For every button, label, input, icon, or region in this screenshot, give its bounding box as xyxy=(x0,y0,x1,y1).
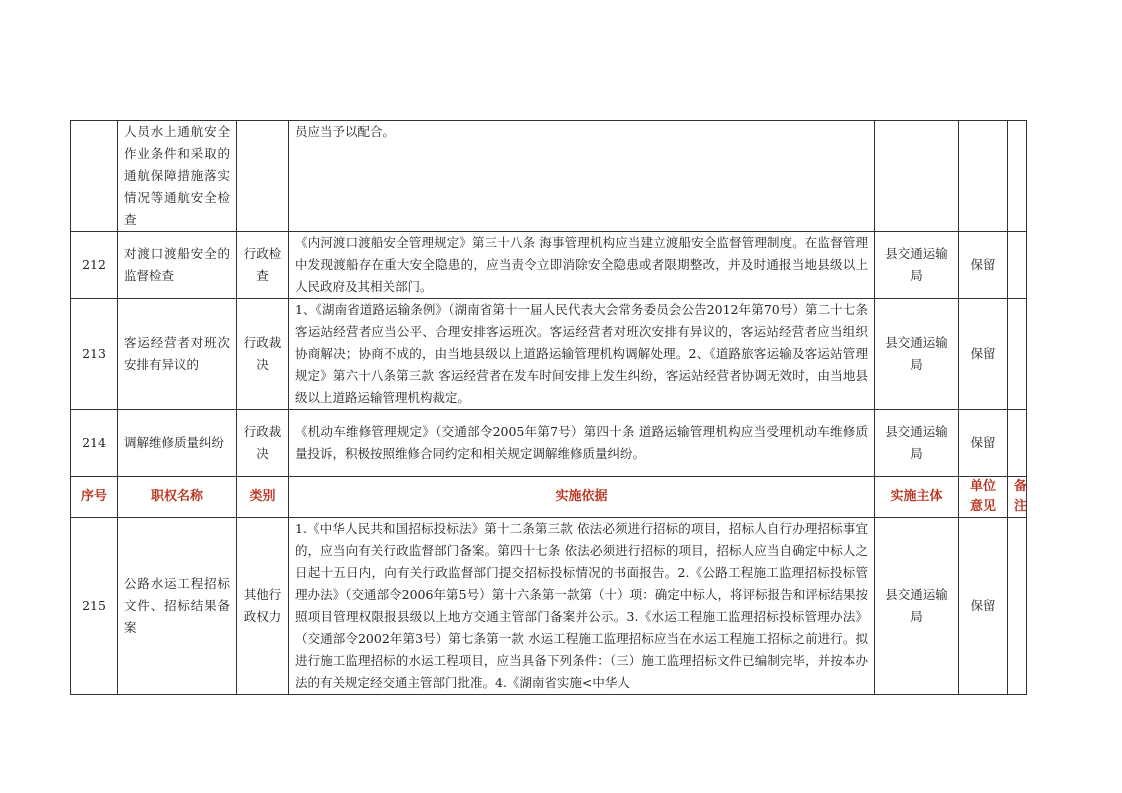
category: 行政检查 xyxy=(237,232,289,299)
category: 行政裁决 xyxy=(237,410,289,477)
implementing-subject: 县交通运输局 xyxy=(875,410,959,477)
table-row xyxy=(71,232,1027,299)
authority-name: 公路水运工程招标文件、招标结果备案 xyxy=(118,518,237,695)
table-header-row xyxy=(71,477,1027,518)
unit-opinion: 保留 xyxy=(959,232,1008,299)
row-number: 214 xyxy=(71,410,118,477)
remarks xyxy=(1008,299,1027,410)
implementation-basis: 1.《中华人民共和国招标投标法》第十二条第三款 依法必须进行招标的项目，招标人自行办理招标事宜的，应当向有关行政监督部门备案。第四十七条 依法必须进行招标的项目，招标人应当自确定中标人之日起十五日内，向有关行政监督部门提交招标投标情况的书面报告。2.《公路工程施工监理招标投标管理办法》（交通部令2006年第5号）第十六条第一款第（十）项：确定中标人，将评标报告和评标结果按照项目管理权限报县级以上地方交通主管部门备案并公示。3.《水运工程施工监理招标投标管理办法》（交通部令2002年第3号）第七条第一款 水运工程施工监理招标应当在水运工程施工招标之前进行。拟进行施工监理招标的水运工程项目，应当具备下列条件：（三）施工监理招标文件已编制完毕，并按本办法的有关规定经交通主管部门批准。4.《湖南省实施<中华人 xyxy=(289,518,875,695)
authority-name: 客运经营者对班次安排有异议的 xyxy=(118,299,237,410)
implementation-basis: 《内河渡口渡船安全管理规定》第三十八条 海事管理机构应当建立渡船安全监督管理制度。在监督管理中发现渡船存在重大安全隐患的，应当责令立即消除安全隐患或者限期整改，并及时通报当地县级以上人民政府及其相关部门。 xyxy=(289,232,875,299)
implementation-basis: 员应当予以配合。 xyxy=(289,121,875,232)
remarks xyxy=(1008,518,1027,695)
table-row xyxy=(71,410,1027,477)
authority-name: 人员水上通航安全作业条件和采取的通航保障措施落实情况等通航安全检查 xyxy=(118,121,237,232)
unit-opinion: 保留 xyxy=(959,299,1008,410)
header-opinion: 单位意见 xyxy=(959,477,1008,518)
implementation-basis: 《机动车维修管理规定》（交通部令2005年第7号）第四十条 道路运输管理机构应当受理机动车维修质量投诉，积极按照维修合同约定和相关规定调解维修质量纠纷。 xyxy=(289,410,875,477)
implementation-basis: 1、《湖南省道路运输条例》（湖南省第十一届人民代表大会常务委员会公告2012年第70号）第二十七条 客运站经营者应当公平、合理安排客运班次。客运经营者对班次安排有异议的，客运站经营者应当组织协商解决；协商不成的，由当地县级以上道路运输管理机构调解处理。2、《道路旅客运输及客运站管理规定》第六十八条第三款 客运经营者在发车时间安排上发生纠纷，客运站经营者协调无效时，由当地县级以上道路运输管理机构裁定。 xyxy=(289,299,875,410)
implementing-subject: 县交通运输局 xyxy=(875,299,959,410)
remarks xyxy=(1008,232,1027,299)
row-number: 213 xyxy=(71,299,118,410)
header-number: 序号 xyxy=(71,477,118,518)
row-number: 212 xyxy=(71,232,118,299)
row-number xyxy=(71,121,118,232)
header-remarks: 备注 xyxy=(1008,477,1027,518)
authority-name: 调解维修质量纠纷 xyxy=(118,410,237,477)
row-number: 215 xyxy=(71,518,118,695)
remarks xyxy=(1008,121,1027,232)
unit-opinion: 保留 xyxy=(959,518,1008,695)
category: 其他行政权力 xyxy=(237,518,289,695)
header-category: 类别 xyxy=(237,477,289,518)
header-authority-name: 职权名称 xyxy=(118,477,237,518)
authority-table xyxy=(70,120,1027,695)
table-row xyxy=(71,299,1027,410)
implementing-subject: 县交通运输局 xyxy=(875,518,959,695)
authority-name: 对渡口渡船安全的监督检查 xyxy=(118,232,237,299)
category: 行政裁决 xyxy=(237,299,289,410)
category xyxy=(237,121,289,232)
implementing-subject xyxy=(875,121,959,232)
remarks xyxy=(1008,410,1027,477)
unit-opinion: 保留 xyxy=(959,410,1008,477)
header-subject: 实施主体 xyxy=(875,477,959,518)
table-row xyxy=(71,121,1027,232)
table-row xyxy=(71,518,1027,695)
unit-opinion xyxy=(959,121,1008,232)
header-basis: 实施依据 xyxy=(289,477,875,518)
implementing-subject: 县交通运输局 xyxy=(875,232,959,299)
